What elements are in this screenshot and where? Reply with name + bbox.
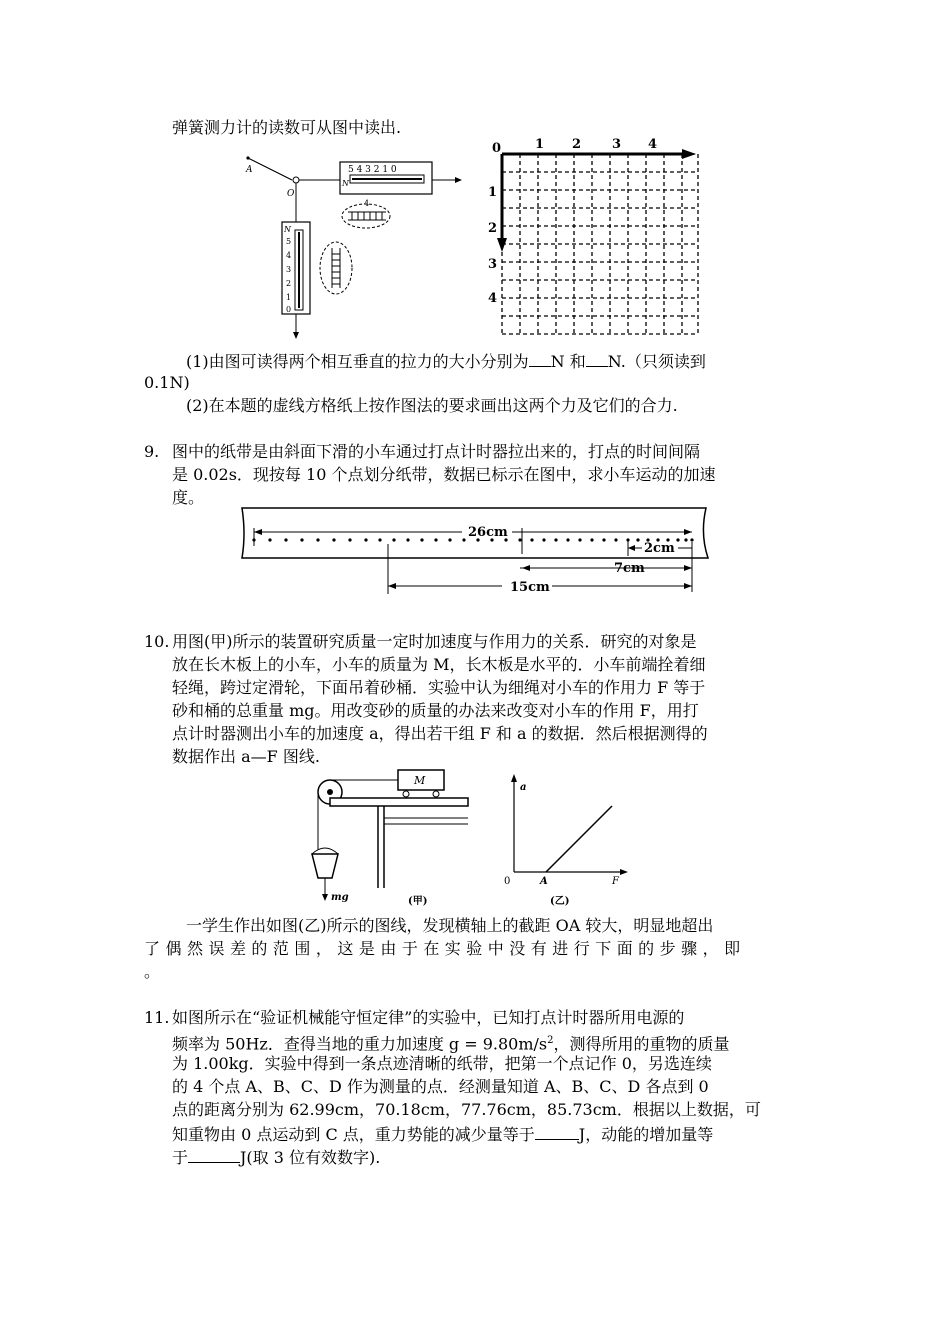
label-A: A — [246, 165, 253, 175]
grid-top-tick-1: 1 — [535, 137, 545, 152]
q11-line2-text-a: 频率为 50Hz．查得当地的重力加速度 g = 9.80m/s — [172, 1034, 548, 1054]
q11-line5: 点的距离分别为 62.99cm，70.18cm，77.76cm，85.73cm．根据以上数据，可 — [172, 1100, 761, 1119]
grid-left-tick-3: 3 — [488, 257, 498, 272]
q10-after3: 。 — [144, 962, 161, 981]
q8-part1-text-c: N.（只须读到 — [607, 352, 706, 371]
a-F-line — [546, 806, 612, 872]
q8-part1-text-a: (1)由图可读得两个相互垂直的拉力的大小分别为 — [186, 352, 529, 371]
origin-label: 0 — [504, 876, 511, 887]
q11-line7 — [172, 1144, 380, 1170]
q9-line2: 是 0.02s．现按每 10 个点划分纸带，数据已标示在图中，求小车运动的加速 — [172, 465, 716, 484]
answer-blank-kinetic-energy[interactable] — [188, 1144, 240, 1163]
vertical-scale-n3: 3 — [286, 265, 292, 274]
q8-part1-cont: 0.1N) — [144, 373, 190, 392]
q8-part1-text-b: N 和 — [550, 352, 586, 371]
y-axis-label-a: a — [520, 782, 527, 793]
cart-label-M: M — [414, 774, 426, 787]
intro-line: 弹簧测力计的读数可从图中读出. — [172, 118, 402, 137]
grid-left-tick-1: 1 — [488, 185, 498, 200]
answer-blank-potential-energy[interactable] — [535, 1121, 579, 1140]
grid-left-tick-4: 4 — [488, 291, 498, 306]
board — [330, 798, 468, 806]
q11-line4: 的 4 个点 A、B、C、D 作为测量的点．经测量知道 A、B、C、D 各点到 0 — [172, 1077, 709, 1096]
q10-line4: 砂和桶的总重量 mg。用改变砂的质量的办法来改变对小车的作用 F，用打 — [172, 701, 699, 720]
label-N-top: N — [342, 179, 349, 188]
q10-line1: 用图(甲)所示的装置研究质量一定时加速度与作用力的关系．研究的对象是 — [172, 632, 697, 651]
vertical-scale-n2: 2 — [286, 279, 292, 288]
grid-top-tick-3: 3 — [612, 137, 622, 152]
grid-top-tick-2: 2 — [572, 137, 582, 152]
q11-number: 11. — [144, 1008, 170, 1027]
q10-after1: 一学生作出如图(乙)所示的图线，发现横轴上的截距 OA 较大，明显地超出 — [186, 916, 714, 935]
caption-jia: (甲) — [408, 896, 428, 907]
vertical-scale-n1: 1 — [286, 293, 292, 302]
q8-part2: (2)在本题的虚线方格纸上按作图法的要求画出这两个力及它们的合力. — [186, 396, 678, 415]
q11-line7-text-a: 于 — [172, 1148, 189, 1167]
grid-x-arrow — [682, 149, 696, 159]
vertical-scale-n4: 4 — [286, 251, 292, 260]
intercept-label-A: A — [540, 876, 548, 887]
graph-figure-yi — [500, 772, 630, 908]
tape-label-2cm: 2cm — [644, 541, 675, 556]
label-N-left: N — [284, 225, 291, 234]
dashed-grid-figure — [486, 134, 706, 344]
q11-line2-text-b: ，测得所用的重物的质量 — [553, 1034, 730, 1054]
q9-line1: 图中的纸带是由斜面下滑的小车通过打点计时器拉出来的，打点的时间间隔 — [172, 442, 701, 461]
bucket — [312, 854, 338, 878]
tape-label-26cm: 26cm — [468, 525, 508, 540]
horizontal-scale-numbers: 5 4 3 2 1 0 — [348, 165, 397, 175]
q10-after2: 了 偶 然 误 差 的 范 围 ， 这 是 由 于 在 实 验 中 没 有 进 行 下 面 的 步 骤 ， 即 — [144, 939, 741, 958]
grid-lines — [502, 154, 698, 336]
q11-line1: 如图所示在“验证机械能守恒定律”的实验中，已知打点计时器所用电源的 — [172, 1008, 685, 1027]
weight-label-mg: mg — [331, 892, 349, 903]
q11-line6-text-a: 知重物由 0 点运动到 C 点，重力势能的减少量等于 — [172, 1125, 535, 1144]
answer-blank-1[interactable] — [529, 348, 551, 367]
grid-top-tick-0: 0 — [492, 141, 502, 156]
q10-line6: 数据作出 a—F 图线. — [172, 747, 320, 766]
q10-line3: 轻绳，跨过定滑轮，下面吊着砂桶．实验中认为细绳对小车的作用力 F 等于 — [172, 678, 706, 697]
vertical-scale-n5: 5 — [286, 237, 292, 246]
zoom-label: 4 — [364, 199, 370, 208]
apparatus-figure-jia — [308, 768, 468, 908]
q11-line2-superscript: 2 — [547, 1035, 554, 1046]
q11-line7-text-b: J(取 3 位有效数字). — [240, 1148, 381, 1167]
q10-line5: 点计时器测出小车的加速度 a，得出若干组 F 和 a 的数据．然后根据测得的 — [172, 724, 708, 743]
paper-tape-figure — [232, 504, 714, 600]
caption-yi: (乙) — [550, 896, 570, 907]
q11-line3: 为 1.00kg．实验中得到一条点迹清晰的纸带，把第一个点记作 0，另选连续 — [172, 1054, 712, 1073]
grid-left-tick-2: 2 — [488, 221, 498, 236]
x-axis-label-F: F — [612, 876, 619, 887]
q9-number: 9. — [144, 442, 160, 461]
grid-y-arrow — [497, 238, 507, 252]
tape-label-15cm: 15cm — [510, 580, 550, 595]
label-O: O — [287, 189, 295, 199]
spring-scale-figure — [240, 150, 470, 340]
grid-top-tick-4: 4 — [648, 137, 658, 152]
tape-label-7cm: 7cm — [614, 561, 645, 576]
vertical-scale-n0: 0 — [286, 305, 292, 314]
q9-line3: 度。 — [172, 488, 205, 507]
q10-line2: 放在长木板上的小车，小车的质量为 M，长木板是水平的．小车前端拴着细 — [172, 655, 706, 674]
q8-part1 — [186, 348, 706, 374]
q11-line6-text-b: J，动能的增加量等 — [578, 1125, 714, 1144]
answer-blank-2[interactable] — [586, 348, 608, 367]
q10-number: 10. — [144, 632, 170, 651]
